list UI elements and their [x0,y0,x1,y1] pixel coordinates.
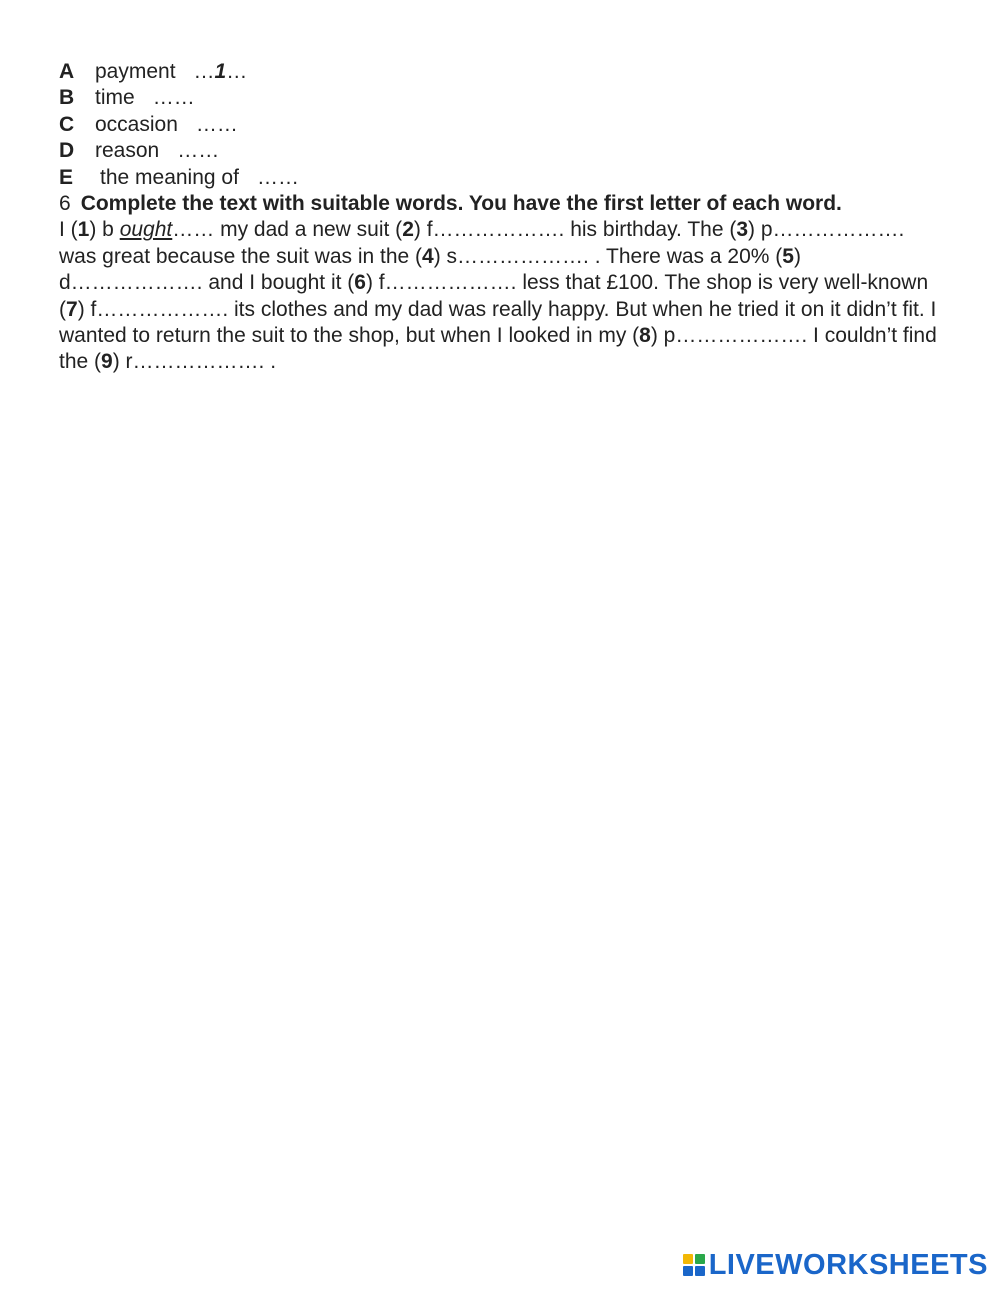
logo-text: LIVEWORKSHEETS [708,1248,988,1281]
gap-number: 9 [101,350,113,374]
option-row-d [59,138,939,164]
answer-blank[interactable]: …1… [193,60,248,83]
filled-answer[interactable]: ought [119,218,173,242]
gap-number: 8 [639,324,651,348]
option-word: time [95,86,135,110]
answer-blank[interactable]: …… [195,112,238,136]
option-row-b [59,85,939,111]
liveworksheets-logo[interactable] [683,1250,988,1280]
option-letter: B [59,86,75,110]
option-word: occasion [95,112,178,136]
gap-blank[interactable]: ) f………………. its clothes and my dad was really happy. But when he tried it on it didn’t fit. I wanted to return the suit to the shop, but when I looked in my ( [59,297,937,348]
worksheet [59,59,939,376]
option-row-c [59,112,939,138]
answer-blank[interactable]: …… [256,165,299,189]
gap-blank[interactable]: ) p………………. I couldn’t find the ( [59,324,937,374]
gap-blank[interactable]: ) r………………. . [112,350,277,374]
exercise-text: I (1) b ought…… my dad a new suit (2) f………………. his birthday. The (3) p………………. was great because the suit was in the (4) s………………. . There was a 20% (5) d………………. and I bought it (6) f………………. less that £100. The shop is very well-known (7) f………………. its clothes and my dad was really happy. But when he tried it on it didn’t fit. I wanted to return the suit to the shop, but when I looked in my (8) p………………. I couldn’t find the (9) r………………. . [59,218,937,374]
gap-number: 2 [402,218,414,242]
gap-number: 1 [77,218,90,242]
exercise-heading [59,191,939,217]
gap-number: 3 [736,218,749,242]
gap-number: 4 [422,244,434,268]
gap-blank[interactable]: ) p………………. was great because the suit was in the ( [59,218,905,268]
gap-blank[interactable]: ) s………………. . There was a 20% ( [433,244,783,268]
gap-number: 5 [782,244,794,268]
gap-number: 7 [66,297,78,321]
gap-blank[interactable]: ) f………………. his birthday. The ( [413,218,737,242]
option-row-e [59,165,939,191]
gap-blank[interactable]: ) f………………. less that £100. The shop is very well-known ( [59,271,929,321]
exercise-instruction: Complete the text with suitable words. You have the first letter of each word. [80,192,842,216]
option-letter: C [59,112,75,136]
answer-blank[interactable]: …… [152,86,195,110]
gap-blank[interactable]: ) d………………. and I bought it ( [59,244,801,295]
answer-blank[interactable]: …… [177,139,220,163]
liveworksheets-logo-icon [683,1254,705,1276]
gap-number: 6 [354,271,366,295]
option-word: the meaning of [100,165,239,189]
answer-value: 1 [214,60,227,83]
option-letter: E [59,165,74,189]
option-row-a [59,59,939,85]
option-letter: D [59,139,75,163]
option-word: reason [95,139,160,163]
option-letter: A [59,60,75,83]
option-word: payment [95,60,176,83]
exercise-number: 6 [59,192,71,216]
